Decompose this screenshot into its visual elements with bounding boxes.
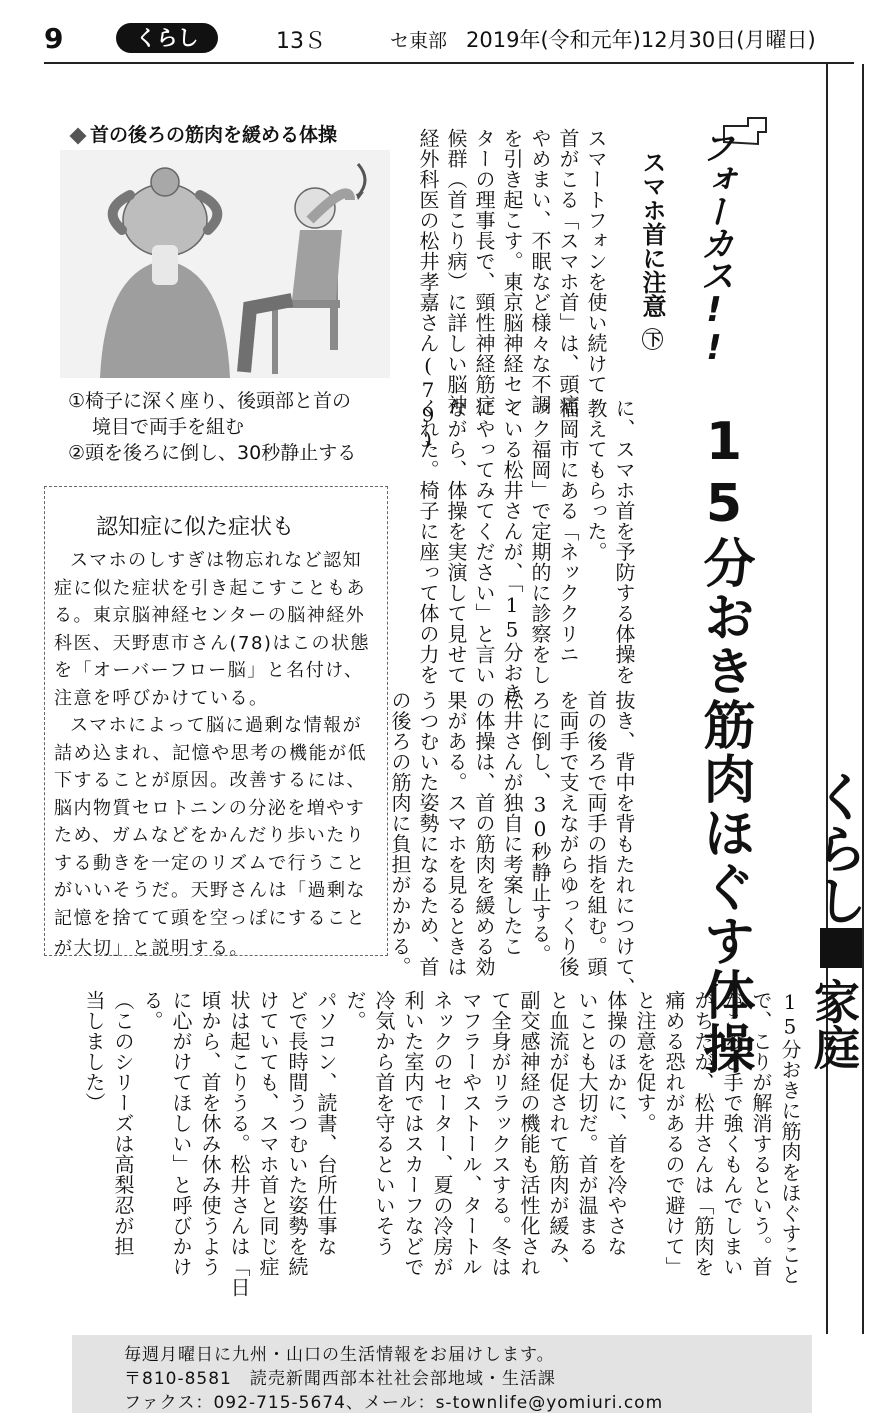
- text-line: スマートフォンを使い続けて: [584, 128, 608, 395]
- text-line: 経外科医の松井孝嘉さん(79): [416, 128, 440, 452]
- main-headline: 15分おき筋肉ほぐす体操: [694, 412, 754, 1076]
- page-number: 9: [44, 22, 64, 55]
- text-line: どで長時間うつむいた姿勢を続: [285, 990, 309, 1277]
- text-line: と血流が促されて筋肉が緩み、: [546, 990, 570, 1277]
- exercise-illustration: [60, 150, 390, 378]
- text-line: ろに倒し、30秒静止する。: [528, 690, 552, 965]
- text-line: る。: [140, 990, 164, 1031]
- text-line: 候群（首こり病）に詳しい脳神: [444, 128, 468, 415]
- text-line: を両手で支えながらゆっくり後: [556, 690, 580, 977]
- text-line: ている松井さんが、「15分おき: [500, 398, 524, 704]
- text-line: 首がこる「スマホ首」は、頭痛: [556, 128, 580, 415]
- text-line: 当しました）: [82, 990, 106, 1113]
- text-line: 頃から、首を休み休み使うよう: [198, 990, 222, 1277]
- box-line: スマホのしすぎは物忘れなど認知: [70, 550, 363, 571]
- text-line: て全身がリラックスする。冬は: [488, 990, 512, 1277]
- box-line: 科医、天野恵市さん(78)はこの状態: [54, 632, 370, 654]
- text-line: だ。: [343, 990, 367, 1031]
- box-line: 注意を呼びかけている。: [54, 687, 269, 709]
- text-line: 抜き、背中を背もたれにつけて、: [612, 690, 636, 998]
- box-line: する動きを一定のリズムで行うこと: [54, 852, 366, 874]
- text-line: を引き起こす。東京脳神経セン: [500, 128, 524, 415]
- article-mid-block: [414, 398, 638, 704]
- figure-title: [72, 120, 337, 147]
- text-line: 副交感神経の機能も活性化され: [517, 990, 541, 1277]
- text-line: 松井さんが独自に考案したこ: [500, 690, 524, 957]
- article-subtitle: [639, 150, 665, 350]
- box-line: る。東京脳神経センターの脳神経外: [54, 605, 366, 626]
- sidebar-block: [820, 928, 862, 968]
- text-line: くれた。椅子に座って体の力を: [416, 398, 440, 685]
- text-line: ネックのセーター、夏の冷房が: [430, 990, 454, 1277]
- text-line: に、スマホ首を予防する体操を: [612, 398, 636, 685]
- footer-line: 毎週月曜日に九州・山口の生活情報をお届けします。: [124, 1345, 555, 1365]
- text-line: 利いた室内ではスカーフなどで: [401, 990, 425, 1277]
- box-line: 脳内物質セロトニンの分泌を増やす: [54, 797, 366, 819]
- region-label: セ東部: [390, 30, 448, 52]
- text-line: けていても、スマホ首と同じ症: [256, 990, 280, 1277]
- text-line: がこると手で強くもんでしまい: [720, 990, 744, 1277]
- text-line: 状は起こりうる。松井さんは「日: [227, 990, 251, 1298]
- text-line: ターの理事長で、頸性神経筋症: [472, 128, 496, 415]
- edition-label: 13Ｓ: [276, 29, 326, 54]
- text-line: やめまい、不眠など様々な不調: [528, 128, 552, 415]
- footer-address: 〒810-8581 読売新聞西部本社社会部地域・生活課: [124, 1369, 556, 1389]
- text-line: いことも大切だ。首が温まる: [575, 990, 599, 1257]
- text-line: パソコン、読書、台所仕事な: [314, 990, 338, 1257]
- text-line: にやってみてください」と言い: [472, 398, 496, 685]
- box-line: ため、ガムなどをかんだり歩いたり: [54, 825, 366, 846]
- text-line: 15分おきに筋肉をほぐすこと: [778, 990, 802, 1285]
- text-line: 冷気から首を守るといいそう: [372, 990, 396, 1257]
- text-line: 福岡市にある「ネッククリニ: [556, 398, 580, 665]
- text-line: に心がけてほしい」と呼びかけ: [169, 990, 193, 1277]
- section-badge: くらし: [116, 23, 218, 53]
- text-line: マフラーやストール、タートル: [459, 990, 483, 1277]
- sidebar-label-katei: 家庭: [807, 978, 861, 1070]
- caption-step1: ①椅子に深く座り、後頭部と首の: [68, 390, 352, 412]
- box-line: 詰め込まれ、記憶や思考の機能が低: [54, 742, 368, 764]
- box-line: を「オーバーフロー脳」と名付け、: [54, 660, 364, 681]
- text-line: で、こりが解消するという。首: [749, 990, 773, 1277]
- text-line: と注意を促す。: [633, 990, 657, 1134]
- article-lower-block: [386, 690, 638, 998]
- footer-contact: ファクス：092-715-5674、メール：s-townlife@yomiuri.com: [124, 1393, 664, 1413]
- text-line: がちだが、松井さんは「筋肉を: [691, 990, 715, 1277]
- box-line: 症に似た症状を引き起こすこともあ: [54, 577, 366, 599]
- box-line: スマホによって脳に過剰な情報が: [70, 715, 363, 736]
- cube-icon: [70, 127, 87, 144]
- text-line: 首の後ろで両手の指を組む。頭: [584, 690, 608, 977]
- subtitle-text: スマホ首に注意: [638, 150, 666, 318]
- figure-title-text: 首の後ろの筋肉を緩める体操: [90, 124, 338, 146]
- caption-step2: ②頭を後ろに倒し、30秒静止する: [68, 442, 357, 464]
- text-line: うつむいた姿勢になるため、首: [416, 690, 440, 977]
- header-rule: [44, 62, 854, 64]
- box-line: がいいそうだ。天野さんは「過剰な: [54, 880, 366, 901]
- text-line: ック福岡」で定期的に診察をし: [528, 398, 552, 685]
- box-line: が大切」と説明する。: [54, 938, 249, 959]
- issue-date: 2019年(令和元年)12月30日(月曜日): [466, 28, 816, 52]
- box-line: 下することが原因。改善するには、: [54, 770, 366, 791]
- text-line: 痛める恐れがあるので避けて」: [662, 990, 686, 1277]
- text-line: の後ろの筋肉に負担がかかる。: [388, 690, 412, 977]
- text-line: （このシリーズは高梨忍が担: [111, 990, 135, 1257]
- box-line: 記憶を捨てて頭を空っぽにすること: [54, 907, 366, 929]
- focus-logo: フォーカス!!: [694, 130, 734, 366]
- article-top-block: [414, 128, 610, 452]
- section-sidebar: [826, 64, 864, 1334]
- sidebar-label-kurashi: くらし: [806, 770, 866, 926]
- text-line: 果がある。スマホを見るときは: [444, 690, 468, 977]
- article-bottom-block: [79, 990, 804, 1298]
- subtitle-badge: 下: [642, 328, 663, 350]
- text-line: 体操のほかに、首を冷やさな: [604, 990, 628, 1257]
- caption-step1-cont: 境目で両手を組む: [92, 416, 245, 438]
- box-title: 認知症に似た症状も: [96, 515, 295, 540]
- text-line: 教えてもらった。: [584, 398, 608, 562]
- text-line: ながら、体操を実演して見せて: [444, 398, 468, 685]
- text-line: の体操は、首の筋肉を緩める効: [472, 690, 496, 977]
